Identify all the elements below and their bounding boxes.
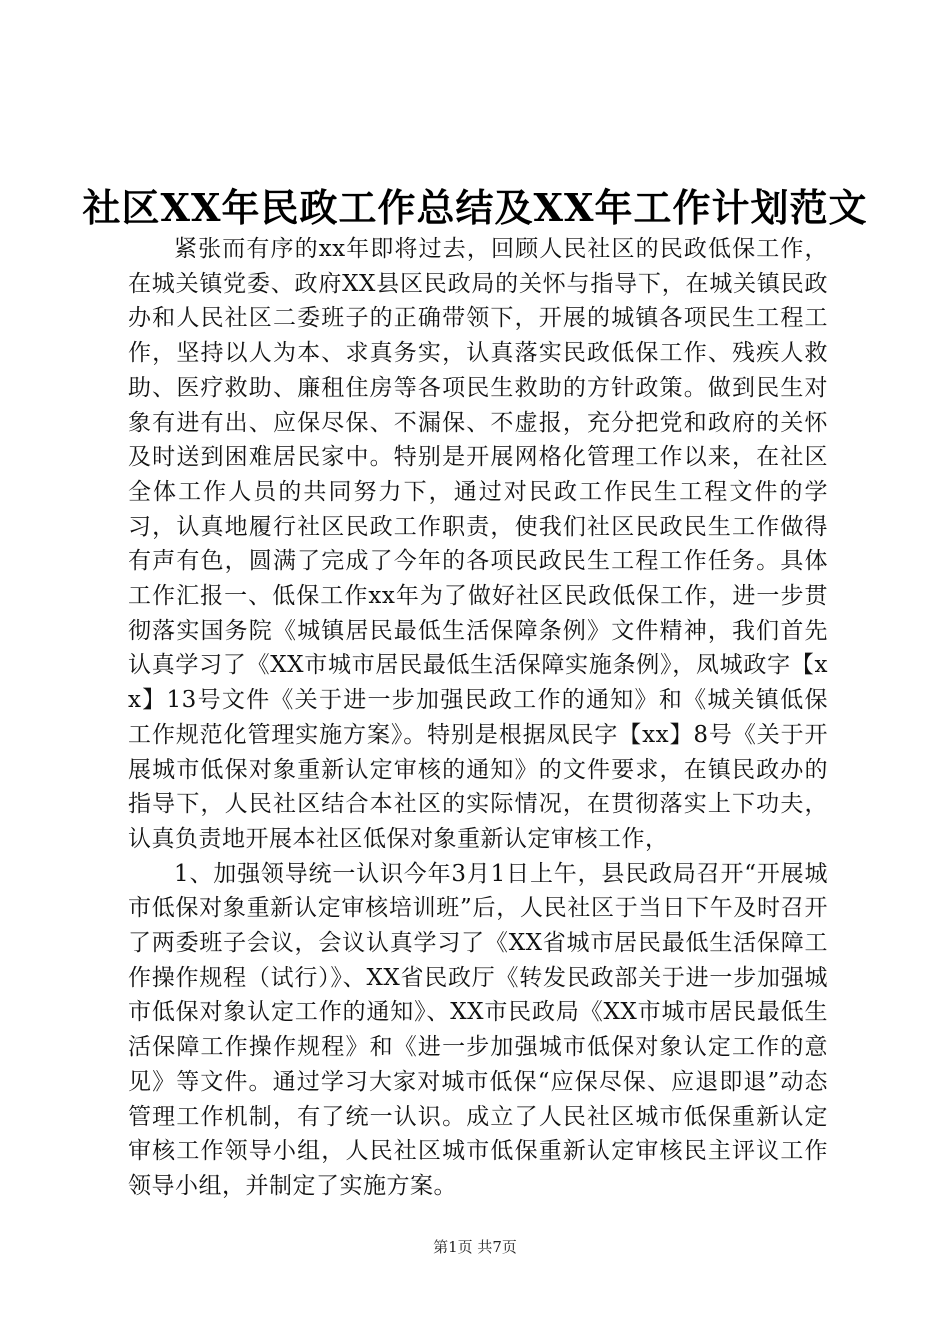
document-body — [128, 232, 828, 1204]
paragraph-intro: 紧张而有序的xx年即将过去，回顾人民社区的民政低保工作，在城关镇党委、政府XX县区民政局的关怀与指导下，在城关镇民政办和人民社区二委班子的正确带领下，开展的城镇各项民生工程工作，坚持以人为本、求真务实，认真落实民政低保工作、残疾人救助、医疗救助、廉租住房等各项民生救助的方针政策。做到民生对象有进有出、应保尽保、不漏保、不虚报，充分把党和政府的关怀及时送到困难居民家中。特别是开展网格化管理工作以来，在社区全体工作人员的共同努力下，通过对民政工作民生工程文件的学习，认真地履行社区民政工作职责，使我们社区民政民生工作做得有声有色，圆满了完成了今年的各项民政民生工程工作任务。具体工作汇报一、低保工作xx年为了做好社区民政低保工作，进一步贯彻落实国务院《城镇居民最低生活保障条例》文件精神，我们首先认真学习了《XX市城市居民最低生活保障实施条例》，凤城政字【xx】13号文件《关于进一步加强民政工作的通知》和《城关镇低保工作规范化管理实施方案》。特别是根据凤民字【xx】8号《关于开展城市低保对象重新认定审核的通知》的文件要求，在镇民政办的指导下，人民社区结合本社区的实际情况，在贯彻落实上下功夫，认真负责地开展本社区低保对象重新认定审核工作， — [128, 236, 828, 852]
page-footer: 第1页 共7页 — [433, 1238, 517, 1256]
document-title: 社区XX年民政工作总结及XX年工作计划范文 — [82, 185, 868, 230]
paragraph-section-1: 1、加强领导统一认识今年3月1日上午，县民政局召开“开展城市低保对象重新认定审核培训班”后，人民社区于当日下午及时召开了两委班子会议，会议认真学习了《XX省城市居民最低生活保障工作操作规程（试行）》、XX省民政厅《转发民政部关于进一步加强城市低保对象认定工作的通知》、XX市民政局《XX市城市居民最低生活保障工作操作规程》和《进一步加强城市低保对象认定工作的意见》等文件。通过学习大家对城市低保“应保尽保、应退即退”动态管理工作机制，有了统一认识。成立了人民社区城市低保重新认定审核工作领导小组，人民社区城市低保重新认定审核民主评议工作领导小组，并制定了实施方案。 — [128, 860, 828, 1199]
